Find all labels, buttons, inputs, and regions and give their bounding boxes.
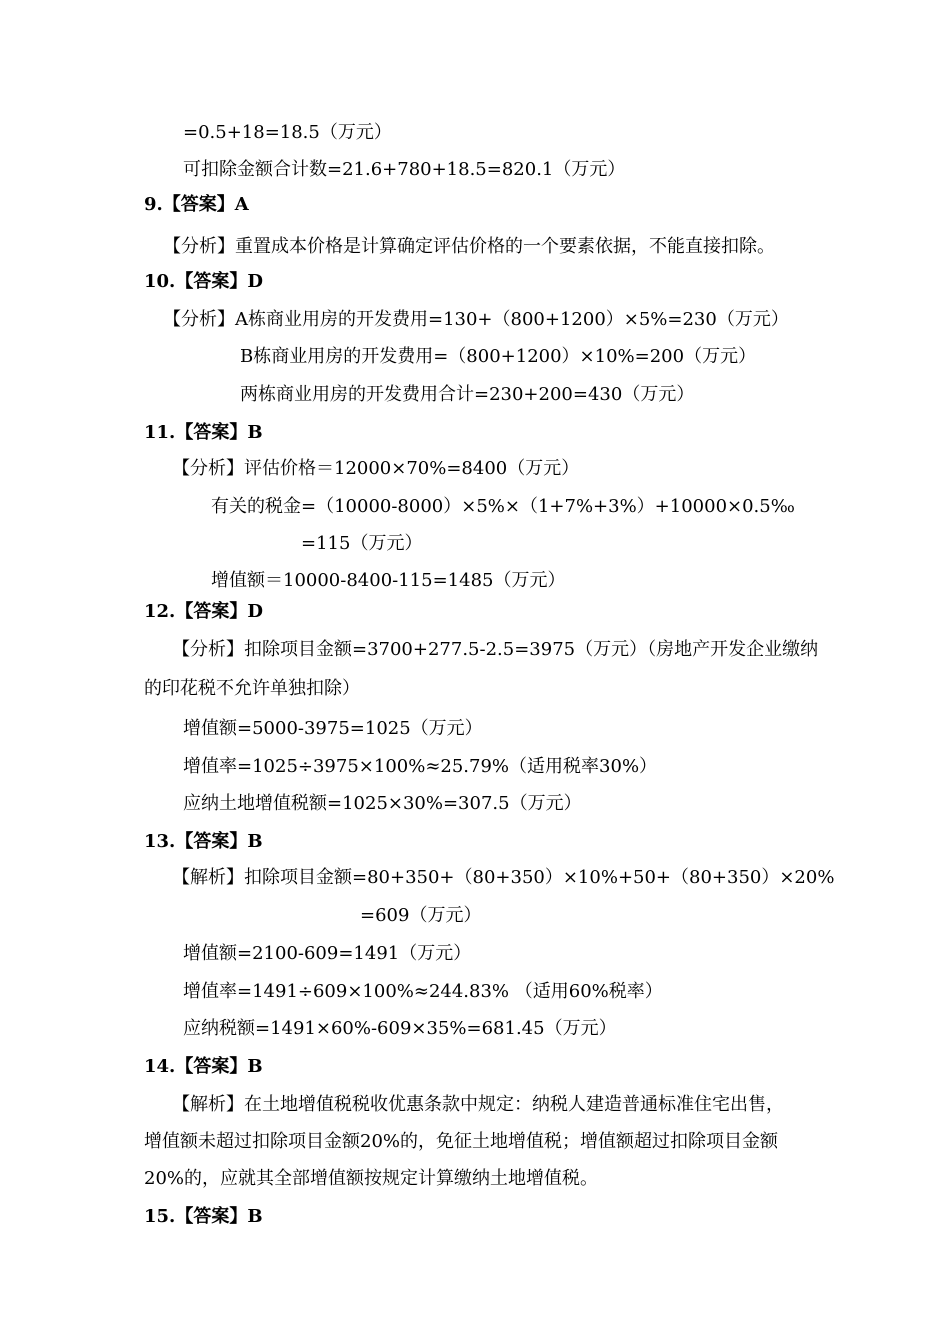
text-line: 应纳税额=1491×60%-609×35%=681.45（万元）: [183, 1018, 617, 1039]
text-line: 增值率=1025÷3975×100%≈25.79%（适用税率30%）: [183, 756, 658, 777]
text-line: 有关的税金=（10000-8000）×5%×（1+7%+3%）+10000×0.5‰: [211, 496, 795, 517]
analysis-line: 【分析】A栋商业用房的开发费用=130+（800+1200）×5%=230（万元）: [163, 309, 789, 330]
answer-heading: 14.【答案】B: [144, 1056, 263, 1077]
text-line: 的印花税不允许单独扣除）: [144, 678, 360, 699]
text-line: =0.5+18=18.5（万元）: [183, 122, 392, 143]
text-line: 增值额＝10000-8400-115=1485（万元）: [211, 570, 566, 591]
text-line: 20%的，应就其全部增值额按规定计算缴纳土地增值税。: [144, 1168, 599, 1189]
text-line: 应纳土地增值税额=1025×30%=307.5（万元）: [183, 793, 582, 814]
text-line: 两栋商业用房的开发费用合计=230+200=430（万元）: [240, 384, 695, 405]
answer-heading: 11.【答案】B: [144, 422, 263, 443]
analysis-line: 【分析】重置成本价格是计算确定评估价格的一个要素依据，不能直接扣除。: [163, 236, 775, 257]
text-line: B栋商业用房的开发费用=（800+1200）×10%=200（万元）: [240, 346, 757, 367]
text-line: 增值额=5000-3975=1025（万元）: [183, 718, 483, 739]
analysis-line: 【解析】扣除项目金额=80+350+（80+350）×10%+50+（80+350）×20%: [172, 867, 835, 888]
analysis-line: 【分析】评估价格＝12000×70%=8400（万元）: [172, 458, 580, 479]
text-line: 增值额未超过扣除项目金额20%的，免征土地增值税；增值额超过扣除项目金额: [144, 1131, 779, 1152]
analysis-line: 【分析】扣除项目金额=3700+277.5-2.5=3975（万元）（房地产开发企业缴纳: [172, 639, 819, 660]
text-line: =115（万元）: [301, 533, 423, 554]
answer-heading: 9.【答案】A: [144, 194, 249, 215]
text-line: =609（万元）: [360, 905, 482, 926]
answer-heading: 12.【答案】D: [144, 601, 263, 622]
answer-heading: 10.【答案】D: [144, 271, 263, 292]
text-line: 可扣除金额合计数=21.6+780+18.5=820.1（万元）: [183, 159, 626, 180]
text-line: 增值额=2100-609=1491（万元）: [183, 943, 472, 964]
text-line: 增值率=1491÷609×100%≈244.83% （适用60%税率）: [183, 981, 663, 1002]
answer-heading: 13.【答案】B: [144, 831, 263, 852]
analysis-line: 【解析】在土地增值税税收优惠条款中规定：纳税人建造普通标准住宅出售，: [172, 1094, 784, 1115]
answer-heading: 15.【答案】B: [144, 1206, 263, 1227]
